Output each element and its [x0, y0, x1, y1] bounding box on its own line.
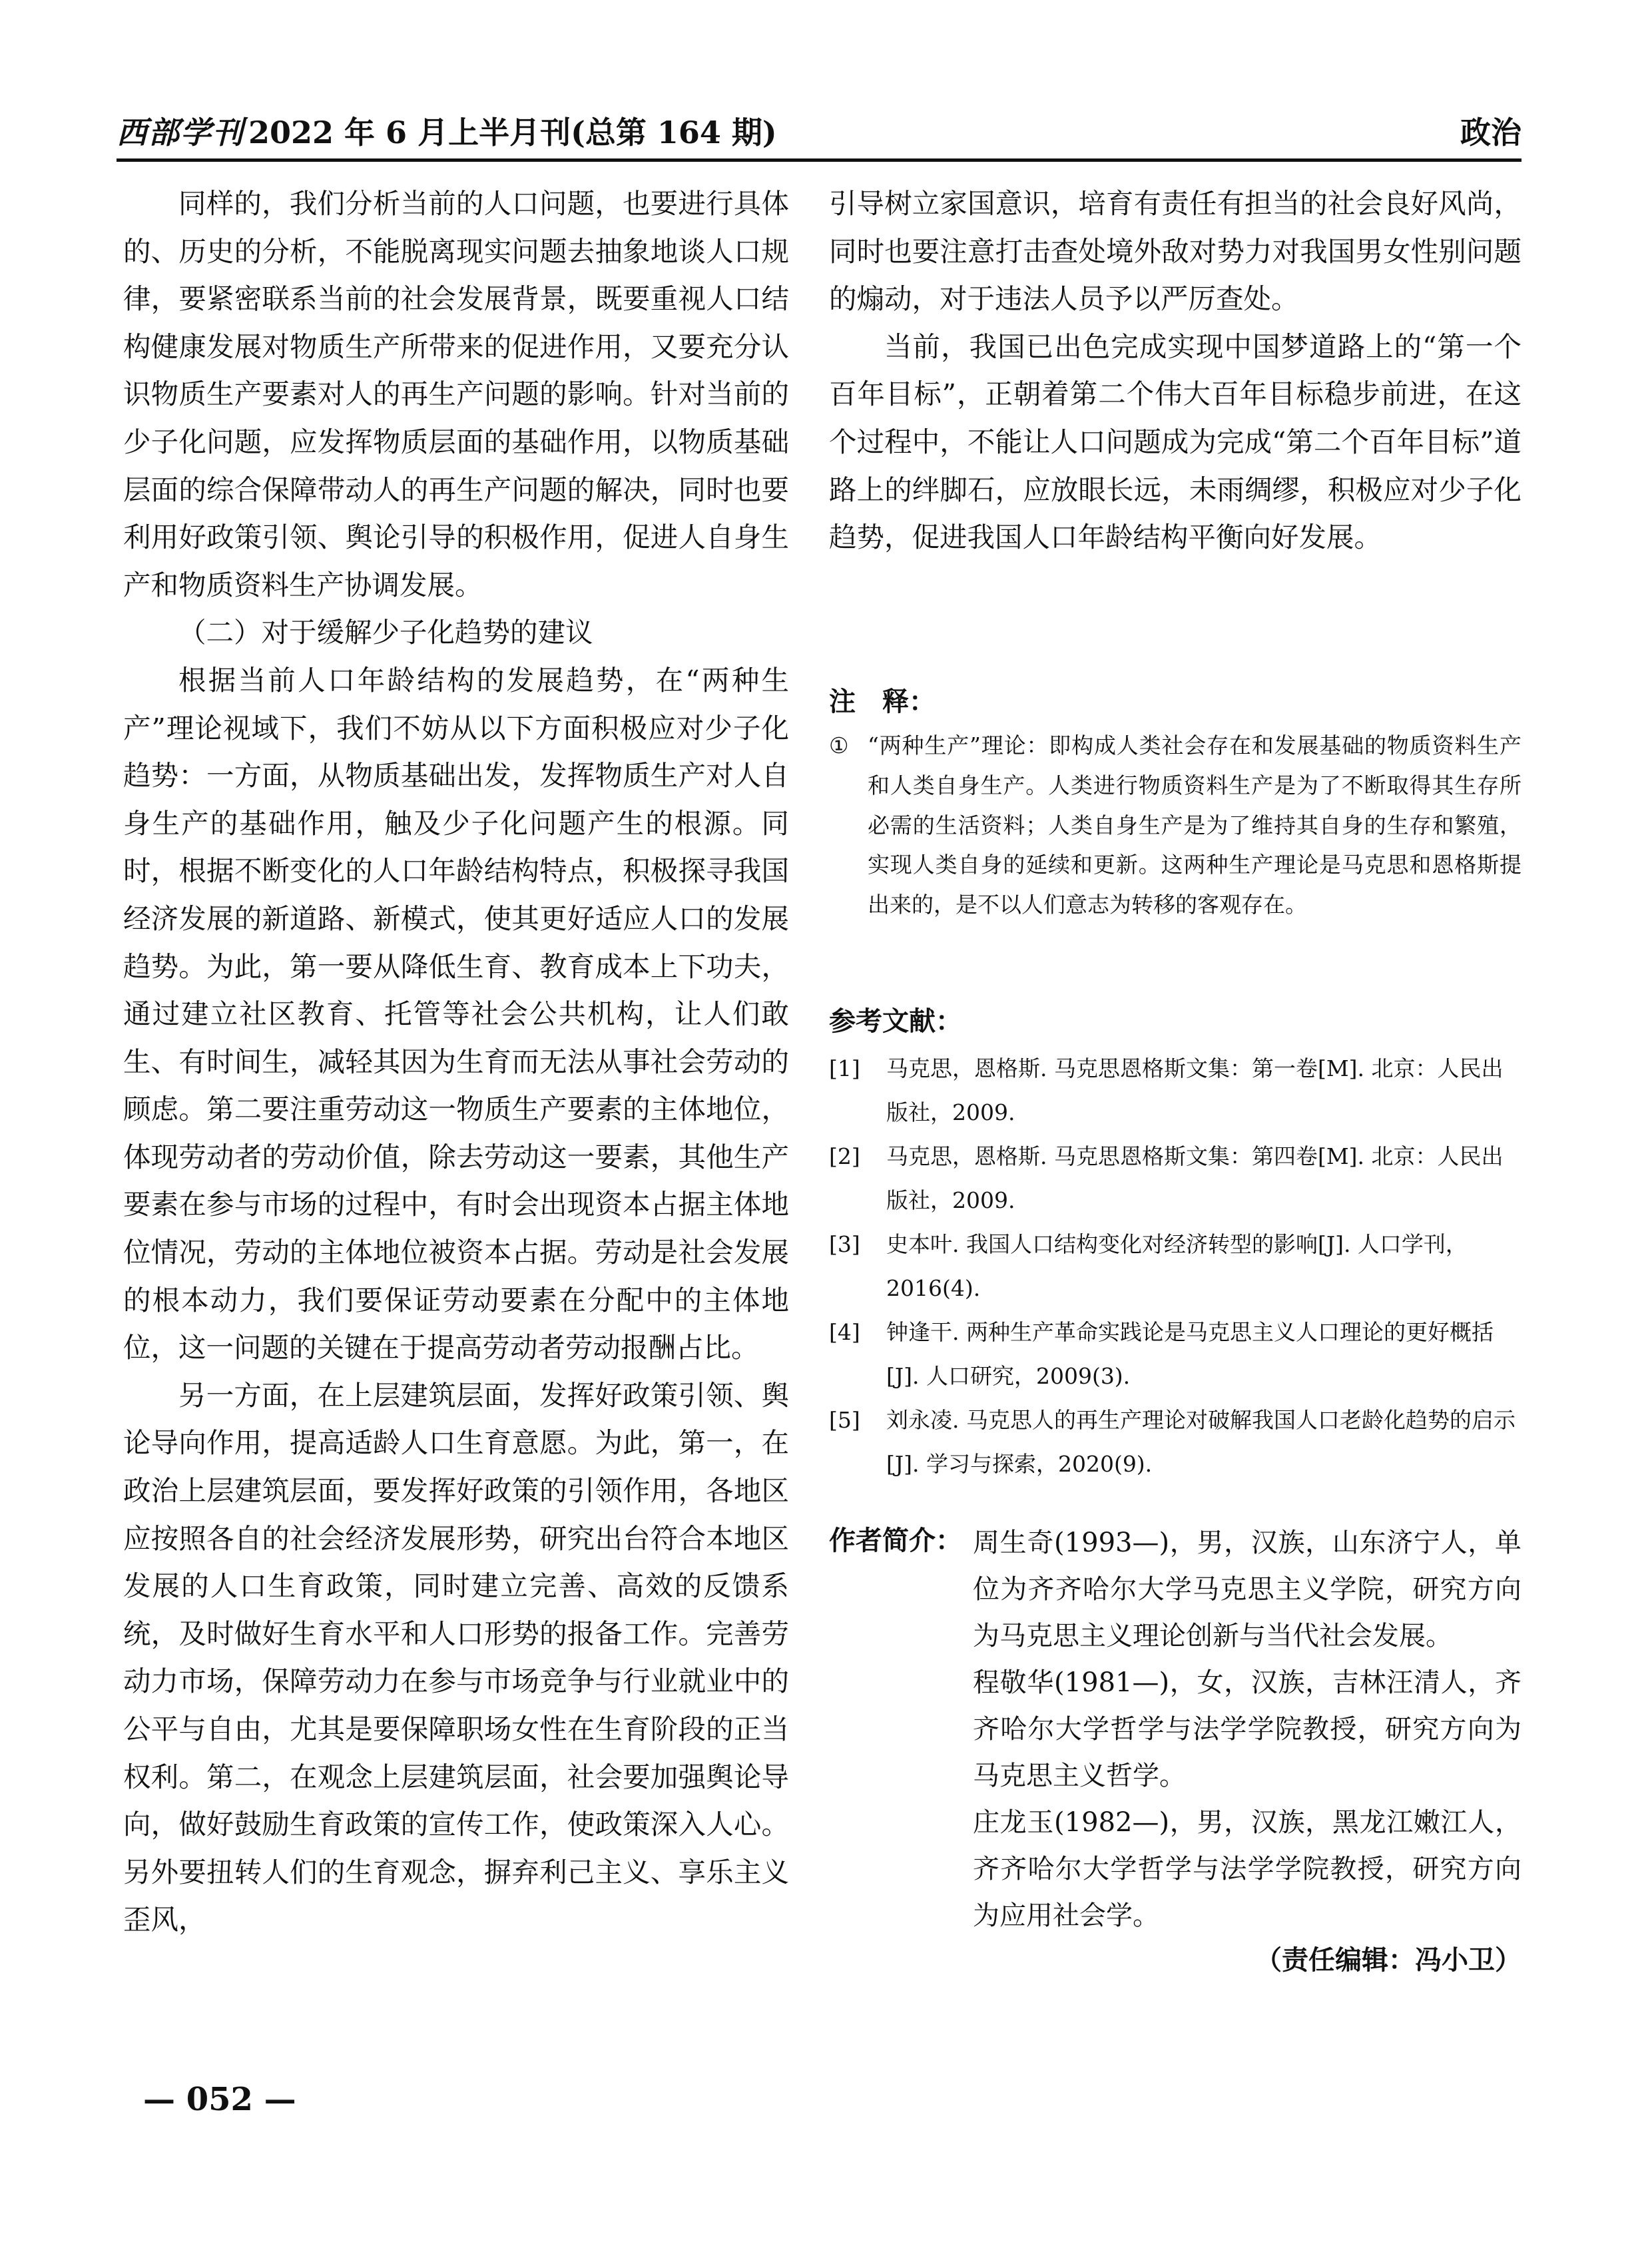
- running-header: [117, 103, 1521, 156]
- subsection-heading: （二）对于缓解少子化趋势的建议: [178, 616, 593, 649]
- header-left: [117, 109, 777, 152]
- notes-title: 注 释：: [829, 687, 936, 717]
- reference-text: 刘永凌. 马克思人的再生产理论对破解我国人口老龄化趋势的启示[J]. 学习与探索，2020(9).: [886, 1407, 1515, 1477]
- reference-item: [829, 1398, 1521, 1486]
- section-name: 政治: [1460, 115, 1521, 150]
- author-label: 作者简介：: [829, 1526, 962, 1556]
- reference-number: [5]: [829, 1407, 860, 1433]
- reference-number: [4]: [829, 1319, 860, 1345]
- body-paragraph: 根据当前人口年龄结构的发展趋势，在“两种生产”理论视域下，我们不妨从以下方面积极应对少子化趋势：一方面，从物质基础出发，发挥物质生产对人自身生产的基础作用，触及少子化问题产生的根源。同时，根据不断变化的人口年龄结构特点，积极探寻我国经济发展的新道路、新模式，使其更好适应人口的发展趋势。为此，第一要从降低生育、教育成本上下功夫，通过建立社区教育、托管等社会公共机构，让人们敢生、有时间生，减轻其因为生育而无法从事社会劳动的顾虑。第二要注重劳动这一物质生产要素的主体地位，体现劳动者的劳动价值，除去劳动这一要素，其他生产要素在参与市场的过程中，有时会出现资本占据主体地位情况，劳动的主体地位被资本占据。劳动是社会发展的根本动力，我们要保证劳动要素在分配中的主体地位，这一问题的关键在于提高劳动者劳动报酬占比。: [123, 663, 789, 1364]
- author-bio: 庄龙玉(1982—)，男，汉族，黑龙江嫩江人，齐齐哈尔大学哲学与法学学院教授，研究方向为应用社会学。: [973, 1807, 1521, 1931]
- right-column: [829, 180, 1521, 1976]
- author-bio: 程敬华(1981—)，女，汉族，吉林汪清人，齐齐哈尔大学哲学与法学学院教授，研究方向为马克思主义哲学。: [973, 1667, 1521, 1791]
- header-rule: [117, 158, 1521, 162]
- reference-item: [829, 1047, 1521, 1135]
- footnote-text: “两种生产”理论：即构成人类社会存在和发展基础的物质资料生产和人类自身生产。人类进行物质资料生产是为了不断取得其生存所必需的生活资料；人类自身生产是为了维持其自身的生存和繁殖，实现人类自身的延续和更新。这两种生产理论是马克思和恩格斯提出来的，是不以人们意志为转移的客观存在。: [868, 732, 1521, 918]
- issue-info: 2022 年 6 月上半月刊(总第 164 期): [248, 115, 777, 150]
- responsible-editor: （责任编辑：冯小卫）: [1255, 1945, 1521, 1976]
- reference-text: 钟逢干. 两种生产革命实践论是马克思主义人口理论的更好概括[J]. 人口研究，2009(3).: [886, 1319, 1494, 1389]
- page-number: — 052 —: [143, 2081, 296, 2118]
- reference-number: [1]: [829, 1055, 860, 1081]
- body-paragraph: 引导树立家国意识，培育有责任有担当的社会良好风尚，同时也要注意打击查处境外敌对势力对我国男女性别问题的煽动，对于违法人员予以严厉查处。: [829, 187, 1521, 316]
- reference-item: [829, 1310, 1521, 1398]
- author-bio: 周生奇(1993—)，男，汉族，山东济宁人，单位为齐齐哈尔大学马克思主义学院，研究方向为马克思主义理论创新与当代社会发展。: [973, 1528, 1521, 1651]
- footnote-mark: ①: [829, 732, 849, 758]
- reference-text: 史本叶. 我国人口结构变化对经济转型的影响[J]. 人口学刊，2016(4).: [886, 1231, 1468, 1301]
- body-paragraph: 另一方面，在上层建筑层面，发挥好政策引领、舆论导向作用，提高适龄人口生育意愿。为此，第一，在政治上层建筑层面，要发挥好政策的引领作用，各地区应按照各自的社会经济发展形势，研究出台符合本地区发展的人口生育政策，同时建立完善、高效的反馈系统，及时做好生育水平和人口形势的报备工作。完善劳动力市场，保障劳动力在参与市场竞争与行业就业中的公平与自由，尤其是要保障职场女性在生育阶段的正当权利。第二，在观念上层建筑层面，社会要加强舆论导向，做好鼓励生育政策的宣传工作，使政策深入人心。另外要扭转人们的生育观念，摒弃利己主义、享乐主义歪风，: [123, 1378, 789, 1936]
- reference-item: [829, 1135, 1521, 1223]
- reference-item: [829, 1223, 1521, 1310]
- references-title: 参考文献：: [829, 1006, 962, 1037]
- footnote: [829, 726, 1521, 925]
- body-paragraph: 当前，我国已出色完成实现中国梦道路上的“第一个百年目标”，正朝着第二个伟大百年目标稳步前进，在这个过程中，不能让人口问题成为完成“第二个百年目标”道路上的绊脚石，应放眼长远，未雨绸缪，积极应对少子化趋势，促进我国人口年龄结构平衡向好发展。: [829, 330, 1521, 554]
- author-info: [829, 1520, 1521, 1939]
- reference-number: [3]: [829, 1231, 860, 1257]
- body-paragraph: 同样的，我们分析当前的人口问题，也要进行具体的、历史的分析，不能脱离现实问题去抽象地谈人口规律，要紧密联系当前的社会发展背景，既要重视人口结构健康发展对物质生产所带来的促进作用，又要充分认识物质生产要素对人的再生产问题的影响。针对当前的少子化问题，应发挥物质层面的基础作用，以物质基础层面的综合保障带动人的再生产问题的解决，同时也要利用好政策引领、舆论引导的积极作用，促进人自身生产和物质资料生产协调发展。: [123, 187, 789, 601]
- reference-number: [2]: [829, 1143, 860, 1169]
- journal-name: 西部学刊: [117, 115, 244, 150]
- left-column: [123, 180, 789, 1944]
- reference-text: 马克思，恩格斯. 马克思恩格斯文集：第一卷[M]. 北京：人民出版社，2009.: [886, 1055, 1504, 1125]
- reference-text: 马克思，恩格斯. 马克思恩格斯文集：第四卷[M]. 北京：人民出版社，2009.: [886, 1143, 1504, 1213]
